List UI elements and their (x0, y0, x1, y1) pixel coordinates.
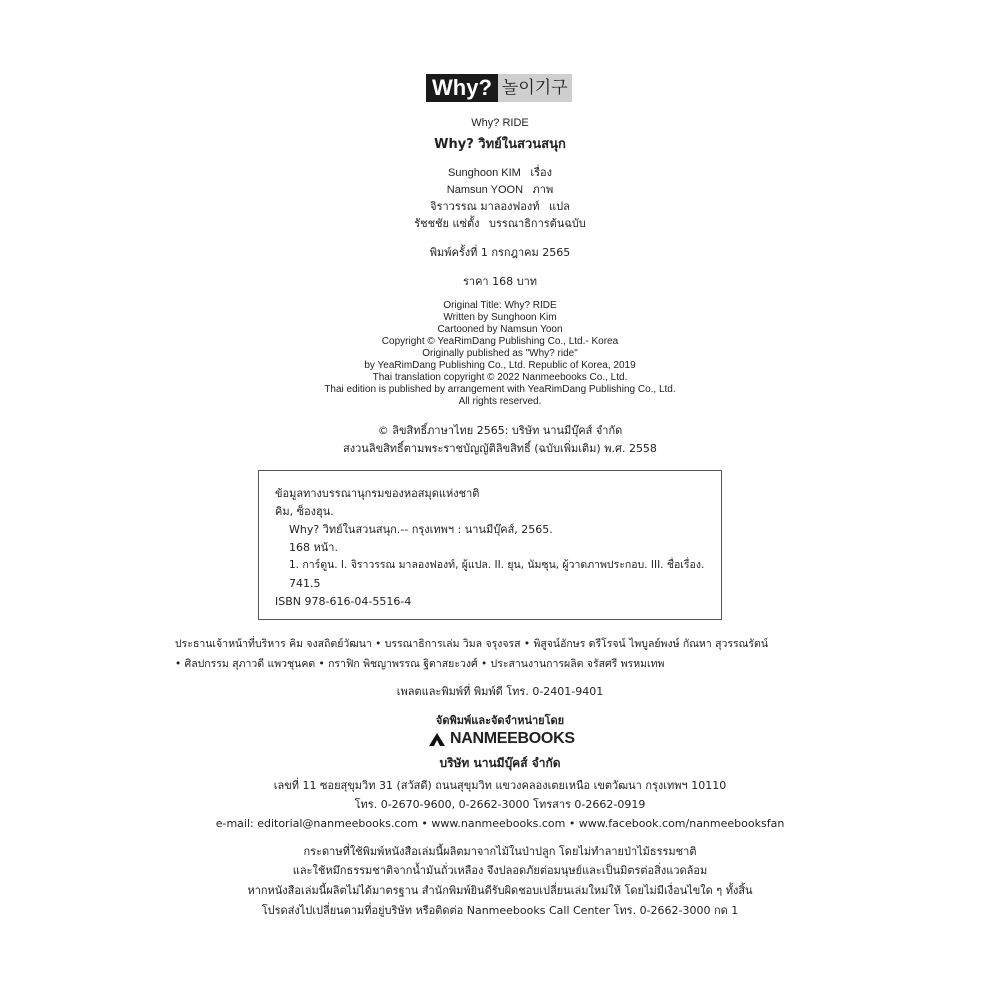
cip-subjects: 1. การ์ตูน. I. จิราวรรณ มาลองฟองท์, ผู้แปล. II. ยุน, นัมซุน, ผู้วาดภาพประกอบ. III. ชื่อเรื่อง. (289, 559, 705, 571)
cip-pages: 168 หน้า. (289, 541, 338, 554)
rights-reserved-line: All rights reserved. (458, 396, 542, 407)
print-edition: พิมพ์ครั้งที่ 1 กรกฎาคม 2565 (429, 246, 571, 259)
credit-author-role: เรื่อง (530, 166, 552, 179)
credit-illustrator-name: Namsun YOON (446, 184, 524, 196)
credit-translator-role: แปล (549, 200, 570, 213)
staff-line-2: • ศิลปกรรม สุภาวดี แพวชุนคด • กราฟิก พิชญาพรรณ ฐิตาสยะวงศ์ • ประสานงานการผลิต จรัสศรี พรหมเทพ (175, 658, 665, 670)
original-title-line: Original Title: Why? RIDE (443, 300, 557, 311)
nanmeebooks-brand-text: NANMEEBOOKS (450, 730, 575, 747)
note-ink: และใช้หมึกธรรมชาติจากน้ำมันถั่วเหลือง จึงปลอดภัยต่อมนุษย์และเป็นมิตรต่อสิ่งแวดล้อม (292, 864, 708, 877)
nanmeebooks-logo (428, 730, 575, 748)
cip-author: คิม, ซ็องฮุน. (275, 505, 334, 518)
arrangement-line: Thai edition is published by arrangement with YeaRimDang Publishing Co., Ltd. (324, 384, 676, 395)
publisher-company: บริษัท นานมีบุ๊คส์ จำกัด (439, 756, 561, 770)
credit-editor (0, 217, 1000, 231)
cip-isbn: ISBN 978-616-04-5516-4 (275, 595, 412, 608)
publisher-address: เลขที่ 11 ซอยสุขุมวิท 31 (สวัสดี) ถนนสุขุมวิท แขวงคลองเตยเหนือ เขตวัฒนา กรุงเทพฯ 10110 (273, 779, 727, 792)
book-title: Why? วิทย์ในสวนสนุก (434, 137, 566, 152)
logo-korean-text: 놀이기구 (498, 74, 572, 102)
credit-translator-name: จิราวรรณ มาลองฟองท์ (430, 200, 540, 213)
publisher-online: e-mail: editorial@nanmeebooks.com • www.nanmeebooks.com • www.facebook.com/nanmeebooksfan (215, 817, 785, 830)
publisher-heading: จัดพิมพ์และจัดจำหน่ายโดย (435, 714, 565, 727)
why-series-logo (426, 74, 572, 102)
cip-heading: ข้อมูลทางบรรณานุกรมของหอสมุดแห่งชาติ (275, 487, 480, 500)
credit-editor-role: บรรณาธิการต้นฉบับ (489, 217, 586, 230)
price: ราคา 168 บาท (462, 275, 538, 288)
note-contact: โปรดส่งไปเปลี่ยนตามที่อยู่บริษัท หรือติดต่อ Nanmeebooks Call Center โทร. 0-2662-3000 กด 1 (261, 904, 739, 917)
credit-illustrator-role: ภาพ (532, 183, 554, 196)
originally-published-line: Originally published as "Why? ride" (422, 348, 578, 359)
publisher-phone: โทร. 0-2670-9600, 0-2662-3000 โทรสาร 0-2662-0919 (354, 798, 646, 811)
credit-editor-name: รัชชชัย แซ่ตั้ง (414, 217, 480, 230)
thai-copyright-law-line: สงวนลิขสิทธิ์ตามพระราชบัญญัติลิขสิทธิ์ (ฉบับเพิ่มเติม) พ.ศ. 2558 (343, 442, 657, 455)
credit-translator (0, 200, 1000, 214)
cip-classification: 741.5 (289, 577, 321, 590)
credit-author-name: Sunghoon KIM (448, 167, 521, 179)
thai-copyright-line: © ลิขสิทธิ์ภาษาไทย 2565: บริษัท นานมีบุ๊คส์ จำกัด (377, 424, 623, 437)
publisher-origin-line: by YeaRimDang Publishing Co., Ltd. Republic of Korea, 2019 (364, 360, 636, 371)
note-defect: หากหนังสือเล่มนี้ผลิตไม่ได้มาตรฐาน สำนักพิมพ์ยินดีรับผิดชอบเปลี่ยนเล่มใหม่ให้ โดยไม่มีเงื่อนไขใด ๆ ทั้งสิ้น (247, 884, 753, 897)
written-by-line: Written by Sunghoon Kim (443, 312, 557, 323)
series-title: Why? RIDE (471, 117, 529, 129)
printing-line: เพลตและพิมพ์ที่ พิมพ์ดี โทร. 0-2401-9401 (396, 685, 604, 698)
cip-box (258, 470, 722, 620)
cartooned-by-line: Cartooned by Namsun Yoon (437, 324, 563, 335)
logo-why-text: Why? (426, 74, 498, 102)
copyright-line: Copyright © YeaRimDang Publishing Co., Ltd.- Korea (381, 336, 619, 347)
credit-illustrator (0, 183, 1000, 197)
nanmeebooks-mark-icon (428, 731, 446, 747)
note-paper: กระดาษที่ใช้พิมพ์หนังสือเล่มนี้ผลิตมาจากไม้ในป่าปลูก โดยไม่ทำลายป่าไม้ธรรมชาติ (303, 845, 697, 858)
thai-translation-line: Thai translation copyright © 2022 Nanmeebooks Co., Ltd. (372, 372, 628, 383)
credit-author (0, 166, 1000, 180)
cip-title: Why? วิทย์ในสวนสนุก.-- กรุงเทพฯ : นานมีบุ๊คส์, 2565. (289, 523, 553, 536)
staff-line-1: ประธานเจ้าหน้าที่บริหาร คิม จงสถิตย์วัฒนา • บรรณาธิการเล่ม วิมล จรุงจรส • พิสูจน์อักษร ดรีโรจน์ ไพบูลย์พงษ์ กัณหา สุวรรณรัตน์ (175, 638, 769, 650)
